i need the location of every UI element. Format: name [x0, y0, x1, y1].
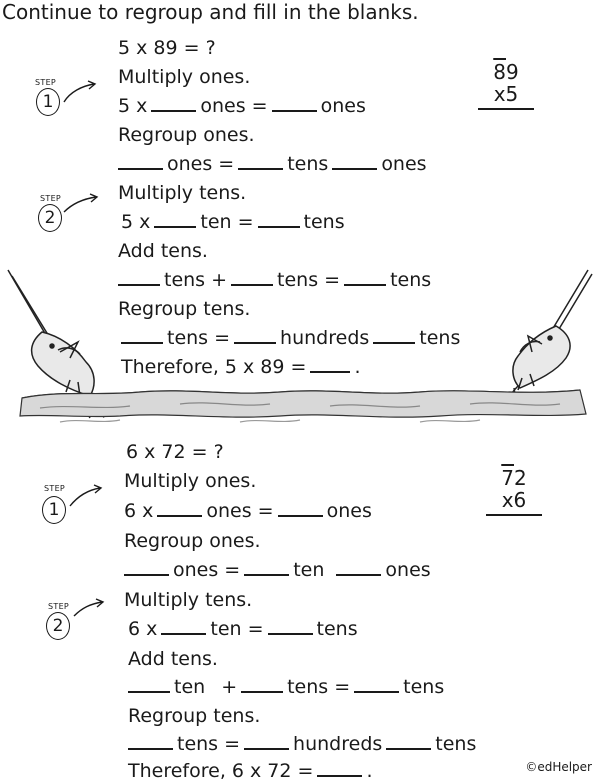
problem1-regroup-ones-heading: Regroup ones. [118, 124, 255, 146]
text: . [366, 760, 373, 782]
problem2-vertical [486, 466, 542, 516]
answer-blank[interactable] [151, 109, 196, 112]
problem2-add-tens-line [128, 676, 444, 698]
text: ones [385, 559, 431, 581]
answer-blank[interactable] [278, 514, 323, 517]
answer-blank[interactable] [118, 167, 163, 170]
plus-sign: + [221, 676, 238, 698]
text: ones [320, 95, 366, 117]
step-number: 1 [36, 88, 60, 116]
answer-blank[interactable] [244, 573, 289, 576]
text: ten [174, 676, 206, 698]
problem1-regroup-tens-heading: Regroup tens. [118, 298, 251, 320]
problem2-regroup-tens-heading: Regroup tens. [128, 705, 261, 727]
text: tens [419, 327, 461, 349]
copyright-credit: ©edHelper [525, 760, 592, 774]
answer-blank[interactable] [268, 632, 313, 635]
problem1-regroup-ones-line [118, 153, 427, 175]
answer-blank[interactable] [154, 225, 196, 228]
answer-blank[interactable] [128, 747, 173, 750]
step-word: STEP [35, 78, 57, 87]
step1-icon [38, 480, 108, 525]
problem2-multiply-ones-line [124, 500, 372, 522]
answer-blank[interactable] [238, 167, 283, 170]
text: tens [316, 618, 358, 640]
text: 5 x [121, 211, 151, 233]
text: tens [435, 733, 477, 755]
text: tens = [167, 327, 231, 349]
text: ten = [200, 211, 254, 233]
problem2-regroup-ones-heading: Regroup ones. [124, 530, 261, 552]
text: 6 x [124, 500, 154, 522]
text: ones = [206, 500, 274, 522]
problem1-carry-digit: 8 [493, 60, 506, 84]
answer-blank[interactable] [157, 514, 202, 517]
arrow-icon [30, 74, 100, 119]
problem1-equation: 5 x 89 = ? [118, 37, 216, 59]
answer-blank[interactable] [241, 690, 283, 693]
problem2-step1-heading: Multiply ones. [124, 470, 257, 492]
text: tens + [164, 269, 228, 291]
text: tens = [177, 733, 241, 755]
answer-blank[interactable] [244, 747, 289, 750]
text: tens [390, 269, 432, 291]
step-number: 1 [42, 496, 66, 524]
answer-blank[interactable] [386, 747, 431, 750]
text: . [354, 356, 361, 378]
answer-blank[interactable] [124, 573, 169, 576]
text: Therefore, 6 x 72 = [128, 760, 314, 782]
step2-icon [30, 190, 100, 235]
text: ten [293, 559, 325, 581]
problem2-multiply-tens-line [128, 618, 358, 640]
text: ones [381, 153, 427, 175]
step-word: STEP [48, 602, 70, 611]
text: tens [303, 211, 345, 233]
problem2-regroup-tens-line [128, 733, 476, 755]
text: 5 x [118, 95, 148, 117]
text: ones = [200, 95, 268, 117]
text: 6 x [128, 618, 158, 640]
arrow-icon [42, 596, 112, 641]
page-title: Continue to regroup and fill in the blanks. [2, 0, 419, 24]
answer-blank[interactable] [258, 225, 300, 228]
answer-blank[interactable] [332, 167, 377, 170]
answer-blank[interactable] [336, 573, 381, 576]
problem2-top-rest: 2 [514, 466, 527, 490]
step-number: 2 [46, 612, 70, 640]
arrow-icon [30, 190, 100, 235]
text: hundreds [280, 327, 370, 349]
problem2-equation: 6 x 72 = ? [126, 441, 224, 463]
problem1-step2-heading: Multiply tens. [118, 182, 247, 204]
answer-blank[interactable] [161, 632, 206, 635]
water-waves [20, 390, 586, 422]
answer-blank[interactable] [317, 774, 362, 777]
arrow-icon [38, 480, 108, 525]
problem2-step2-heading: Multiply tens. [124, 589, 253, 611]
answer-blank[interactable] [272, 109, 317, 112]
text: tens = [287, 676, 351, 698]
text: ones = [167, 153, 235, 175]
problem1-step1-heading: Multiply ones. [118, 66, 251, 88]
answer-blank[interactable] [354, 690, 399, 693]
answer-blank[interactable] [128, 690, 170, 693]
step-word: STEP [44, 484, 66, 493]
problem2-carry-digit: 7 [501, 466, 514, 490]
text: ones [326, 500, 372, 522]
problem2-answer-rule [486, 514, 542, 516]
text: tens = [277, 269, 341, 291]
problem1-top-rest: 9 [506, 60, 519, 84]
step-number: 2 [38, 204, 62, 232]
problem2-bottom: x6 [501, 488, 527, 512]
problem1-multiply-ones-line [118, 95, 366, 117]
problem2-therefore-line [128, 760, 373, 782]
problem1-answer-rule [478, 108, 534, 110]
problem1-add-tens-heading: Add tens. [118, 240, 208, 262]
problem1-vertical [478, 60, 534, 110]
text: ones = [173, 559, 241, 581]
text: Therefore, 5 x 89 = [121, 356, 307, 378]
step1-icon [30, 74, 100, 119]
problem1-bottom: x5 [493, 82, 519, 106]
problem2-regroup-ones-line [124, 559, 431, 581]
text: tens [403, 676, 445, 698]
text: tens [287, 153, 329, 175]
problem1-multiply-tens-line [121, 211, 345, 233]
sea-illustration [0, 262, 600, 432]
text: hundreds [293, 733, 383, 755]
step-word: STEP [40, 194, 62, 203]
problem2-add-tens-heading: Add tens. [128, 648, 218, 670]
text: ten = [210, 618, 264, 640]
step2-icon [42, 596, 112, 641]
